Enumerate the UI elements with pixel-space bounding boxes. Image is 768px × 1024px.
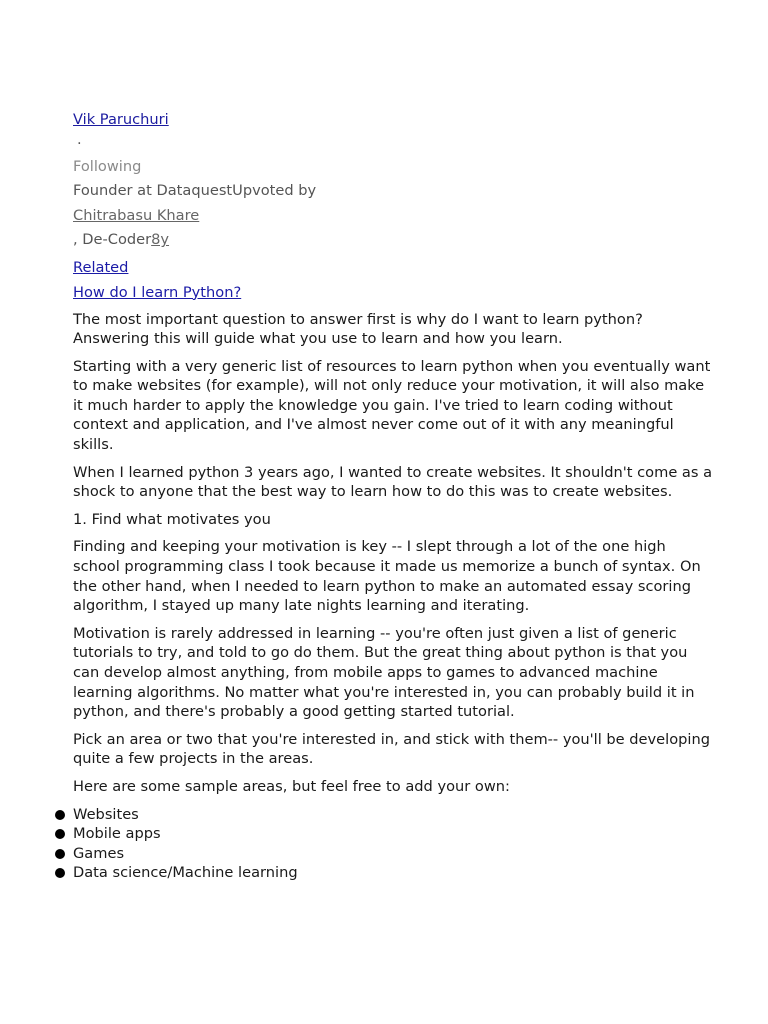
answer-paragraph: Starting with a very generic list of resources to learn python when you eventually want to make websites (for example), will not only reduce your motivation, it will also make it much harder to apply the knowledge you gain. I've tried to learn coding without context and application, and I've almost never come out of it with any meaningful skills.: [73, 357, 711, 454]
related-question-row: [73, 280, 713, 306]
follow-status[interactable]: Following: [73, 157, 142, 175]
bullet-icon: [55, 829, 65, 839]
author-name-link[interactable]: Vik Paruchuri: [73, 111, 169, 128]
answer-paragraph: Here are some sample areas, but feel free to add your own:: [73, 777, 510, 795]
separator-dot: ·: [77, 134, 82, 152]
answer-paragraph: When I learned python 3 years ago, I wanted to create websites. It shouldn't come as a shock to anyone that the best way to learn how to do this was to create websites.: [73, 463, 713, 501]
related-question-link[interactable]: How do I learn Python?: [73, 283, 242, 301]
bullet-icon: [55, 810, 65, 820]
list-item-text: Mobile apps: [73, 825, 161, 843]
sample-areas-list: [73, 805, 713, 883]
list-item: [73, 824, 713, 844]
list-item-text: Data science/Machine learning: [73, 864, 298, 882]
answer-paragraph: Motivation is rarely addressed in learning -- you're often just given a list of generic tutorials to try, and told to go do them. But the great thing about python is that you can develop almost anything, from mobile apps to games to advanced machine learning algorithms. No matter what you're interested in, you can probably build it in python, and there's probably a good getting started tutorial.: [73, 624, 695, 721]
answer-paragraph: The most important question to answer first is why do I want to learn python? Answering this will guide what you use to learn and how you learn.: [73, 310, 643, 348]
author-row: [73, 108, 713, 133]
bullet-icon: [55, 868, 65, 878]
answer-paragraph: Pick an area or two that you're interested in, and stick with them-- you'll be developing quite a few projects in the areas.: [73, 730, 710, 768]
bullet-icon: [55, 849, 65, 859]
list-item: [73, 863, 713, 883]
answer-paragraph: Finding and keeping your motivation is key -- I slept through a lot of the one high school programming class I took because it made us memorize a bunch of syntax. On the other hand, when I needed to learn python to make an automated essay scoring algorithm, I stayed up many late nights learning and iterating.: [73, 538, 701, 615]
upvoter-2-row: [73, 228, 713, 253]
author-credential-row: [73, 179, 713, 204]
upvoter-2-text: , De-Coder: [73, 231, 152, 248]
author-credential: Founder at Dataquest: [73, 182, 233, 199]
list-item-text: Websites: [73, 805, 139, 823]
upvoted-by-label: Upvoted by: [232, 182, 317, 199]
related-row: [73, 255, 713, 280]
list-item: [73, 805, 713, 825]
answer-heading: 1. Find what motivates you: [73, 510, 271, 528]
upvoter-row: [73, 204, 713, 229]
related-label[interactable]: Related: [73, 258, 129, 276]
list-item: [73, 844, 713, 864]
answer-age-link[interactable]: 8y: [151, 231, 170, 248]
list-item-text: Games: [73, 844, 125, 862]
upvoter-link[interactable]: Chitrabasu Khare: [73, 206, 200, 224]
answer-page: [73, 108, 713, 883]
